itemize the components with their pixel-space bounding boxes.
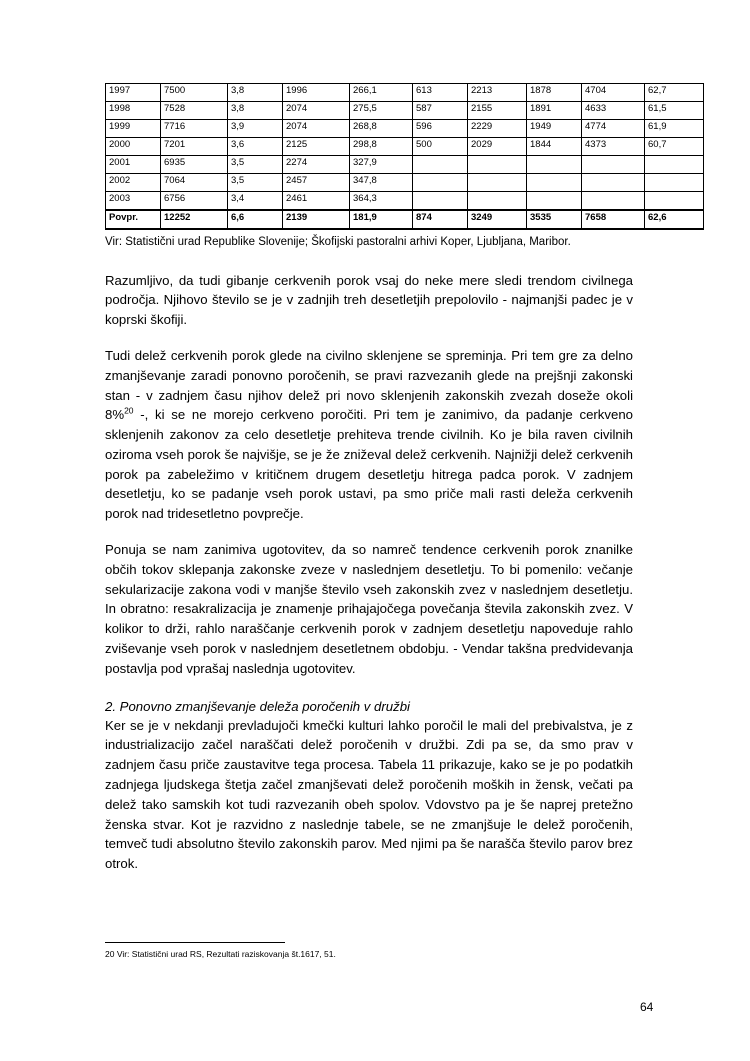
- paragraph-1: Razumljivo, da tudi gibanje cerkvenih porok vsaj do neke mere sledi trendom civilnega področja. Njihovo število se je v zadnjih treh desetletjih prepolovilo - najmanjši padec je v koprski škofiji.: [105, 272, 633, 328]
- table-cell: 2213: [468, 84, 527, 102]
- table-cell: [582, 174, 645, 192]
- table-cell: 2125: [283, 138, 350, 156]
- table-row: [106, 174, 704, 192]
- table-cell: 3249: [468, 210, 527, 229]
- table-cell: 4373: [582, 138, 645, 156]
- table-cell: 7201: [161, 138, 228, 156]
- table-cell: 364,3: [350, 192, 413, 211]
- table-row: [106, 156, 704, 174]
- table-cell: [468, 192, 527, 211]
- table-cell: 7500: [161, 84, 228, 102]
- statistics-table: [105, 83, 704, 230]
- table-cell: 298,8: [350, 138, 413, 156]
- table-cell: 1949: [527, 120, 582, 138]
- paragraph-2: [105, 346, 633, 524]
- table-cell: 3,5: [228, 156, 283, 174]
- table-cell: 596: [413, 120, 468, 138]
- table-cell: 7528: [161, 102, 228, 120]
- table-cell: 6,6: [228, 210, 283, 229]
- table-cell: 3535: [527, 210, 582, 229]
- table-cell: [527, 174, 582, 192]
- table-cell: 3,8: [228, 84, 283, 102]
- footnote-marker: 20: [124, 405, 134, 416]
- table-cell: 613: [413, 84, 468, 102]
- table-row-average: [106, 210, 704, 229]
- paragraph-3: Ponuja se nam zanimiva ugotovitev, da so namreč tendence cerkvenih porok znanilke občih tokov sklepanja zakonske zveze v naslednjem desetletju. To bi pomenilo: večanje sekularizacije zakona vodi v manjše število vseh zakonskih zvez v naslednjem desetletju. In obratno: resakralizacija je znamenje prihajajočega povečanja števila zakonskih zvez. V kolikor to drži, rahlo naraščanje cerkvenih porok v zadnjem desetletju napoveduje rahlo zviševanje vseh porok v naslednjem desetletnem obdobju. - Vendar takšna predvidevanja postavlja pod vprašaj naslednja ugotovitev.: [105, 542, 633, 676]
- footnote-area: [105, 942, 633, 960]
- table-cell: [582, 156, 645, 174]
- table-cell: 347,8: [350, 174, 413, 192]
- footnote-text: 20 Vir: Statistični urad RS, Rezultati raziskovanja št.1617, 51.: [105, 949, 336, 959]
- table-cell: 266,1: [350, 84, 413, 102]
- table-cell-year: 2001: [106, 156, 161, 174]
- table-cell-year: 2002: [106, 174, 161, 192]
- table-cell: 4633: [582, 102, 645, 120]
- table-cell: 2229: [468, 120, 527, 138]
- footnote-divider: [105, 942, 285, 943]
- table-cell: 7716: [161, 120, 228, 138]
- table-cell: [645, 174, 704, 192]
- table-cell: 2029: [468, 138, 527, 156]
- table-cell: 1878: [527, 84, 582, 102]
- table-cell-year: 1999: [106, 120, 161, 138]
- paragraph-2-text-after: -, ki se ne morejo cerkveno poročiti. Pri tem je zanimivo, da padanje cerkveno sklenjenih zakonov za celo desetletje prehiteva trende civilnih. Ko je bila raven civilnih oziroma vseh porok še najvišje, se je že zniževal delež cerkvenih. Najnižji delež cerkvenih porok pa zabeležimo v kritičnem drugem desetletju hitrega padca porok. V zadnjem desetletju, ko se padanje vseh porok ustavi, pa smo priče mali rasti deleža cerkvenih porok nad tridesetletno povprečje.: [105, 407, 633, 522]
- table-cell: 3,5: [228, 174, 283, 192]
- table-cell: [468, 174, 527, 192]
- table-cell-year: 1998: [106, 102, 161, 120]
- table-row: [106, 102, 704, 120]
- table-cell: 1844: [527, 138, 582, 156]
- table-cell: 3,8: [228, 102, 283, 120]
- table-cell: 181,9: [350, 210, 413, 229]
- table-cell: 3,6: [228, 138, 283, 156]
- table-cell: 62,7: [645, 84, 704, 102]
- table-cell: 2461: [283, 192, 350, 211]
- table-cell: 268,8: [350, 120, 413, 138]
- table-cell: 587: [413, 102, 468, 120]
- table-cell: [527, 156, 582, 174]
- table-cell-year: 2000: [106, 138, 161, 156]
- section-paragraph: Ker se je v nekdanji prevladujoči kmečki kulturi lahko poročil le mali del prebivalstva, je z industrializacijo začel naraščati delež poročenih v družbi. Zdi pa se, da smo prav v zadnjem času priče zaustavitve tega procesa. Tabela 11 prikazuje, kako se je po podatkih zadnjega ljudskega štetja začel zmanjševati delež poročenih moških in žensk, večati pa delež tako samskih kot tudi razvezanih obeh spolov. Vdovstvo pa je še naprej pretežno ženska stvar. Kot je razvidno z naslednje tabele, se ne zmanjšuje le delež poročenih, temveč tudi absolutno število zakonskih parov. Med njimi pa še narašča število parov brez otrok.: [105, 717, 633, 872]
- table-cell: [527, 192, 582, 211]
- table-cell: [413, 192, 468, 211]
- table-cell: 4704: [582, 84, 645, 102]
- table-cell: 2155: [468, 102, 527, 120]
- table-cell: 2457: [283, 174, 350, 192]
- table-cell-label: Povpr.: [106, 210, 161, 229]
- table-row: [106, 120, 704, 138]
- page-content: [105, 83, 667, 874]
- table-cell: [582, 192, 645, 211]
- table-cell-year: 2003: [106, 192, 161, 211]
- table-cell: [413, 174, 468, 192]
- table-cell: 3,9: [228, 120, 283, 138]
- table-cell: 4774: [582, 120, 645, 138]
- table-cell: 7658: [582, 210, 645, 229]
- table-cell: 327,9: [350, 156, 413, 174]
- table-row: [106, 138, 704, 156]
- table-cell: 500: [413, 138, 468, 156]
- page-number: 64: [640, 1000, 654, 1014]
- table-cell: 6756: [161, 192, 228, 211]
- paragraph-2-text-before: Tudi delež cerkvenih porok glede na civilno sklenjene se spreminja. Pri tem gre za delno zmanjševanje zaradi ponovno poročenih, se pravi razvezanih glede na prejšnji zakonski stan - v zadnjem času njihov delež pri novo sklenjenih zakonskih zvezah doseže okoli 8%: [105, 347, 633, 423]
- table-cell: [645, 192, 704, 211]
- table-cell: [468, 156, 527, 174]
- table-cell: 6935: [161, 156, 228, 174]
- table-cell: 2139: [283, 210, 350, 229]
- table-row: [106, 192, 704, 211]
- table-cell: [413, 156, 468, 174]
- table-cell-year: 1997: [106, 84, 161, 102]
- section-heading: 2. Ponovno zmanjševanje deleža poročenih v družbi: [105, 698, 410, 714]
- table-cell: 1996: [283, 84, 350, 102]
- table-cell: 275,5: [350, 102, 413, 120]
- table-body: [106, 84, 704, 230]
- table-cell: [645, 156, 704, 174]
- table-row: [106, 84, 704, 102]
- table-cell: 61,5: [645, 102, 704, 120]
- table-source-note: Vir: Statistični urad Republike Slovenije; Škofijski pastoralni arhivi Koper, Ljubljana, Maribor.: [105, 236, 571, 248]
- table-cell: 62,6: [645, 210, 704, 229]
- table-cell: 1891: [527, 102, 582, 120]
- table-cell: 2074: [283, 102, 350, 120]
- table-cell: 7064: [161, 174, 228, 192]
- table-cell: 874: [413, 210, 468, 229]
- table-cell: 2274: [283, 156, 350, 174]
- table-cell: 60,7: [645, 138, 704, 156]
- table-cell: 61,9: [645, 120, 704, 138]
- table-cell: 3,4: [228, 192, 283, 211]
- table-cell: 12252: [161, 210, 228, 229]
- table-cell: 2074: [283, 120, 350, 138]
